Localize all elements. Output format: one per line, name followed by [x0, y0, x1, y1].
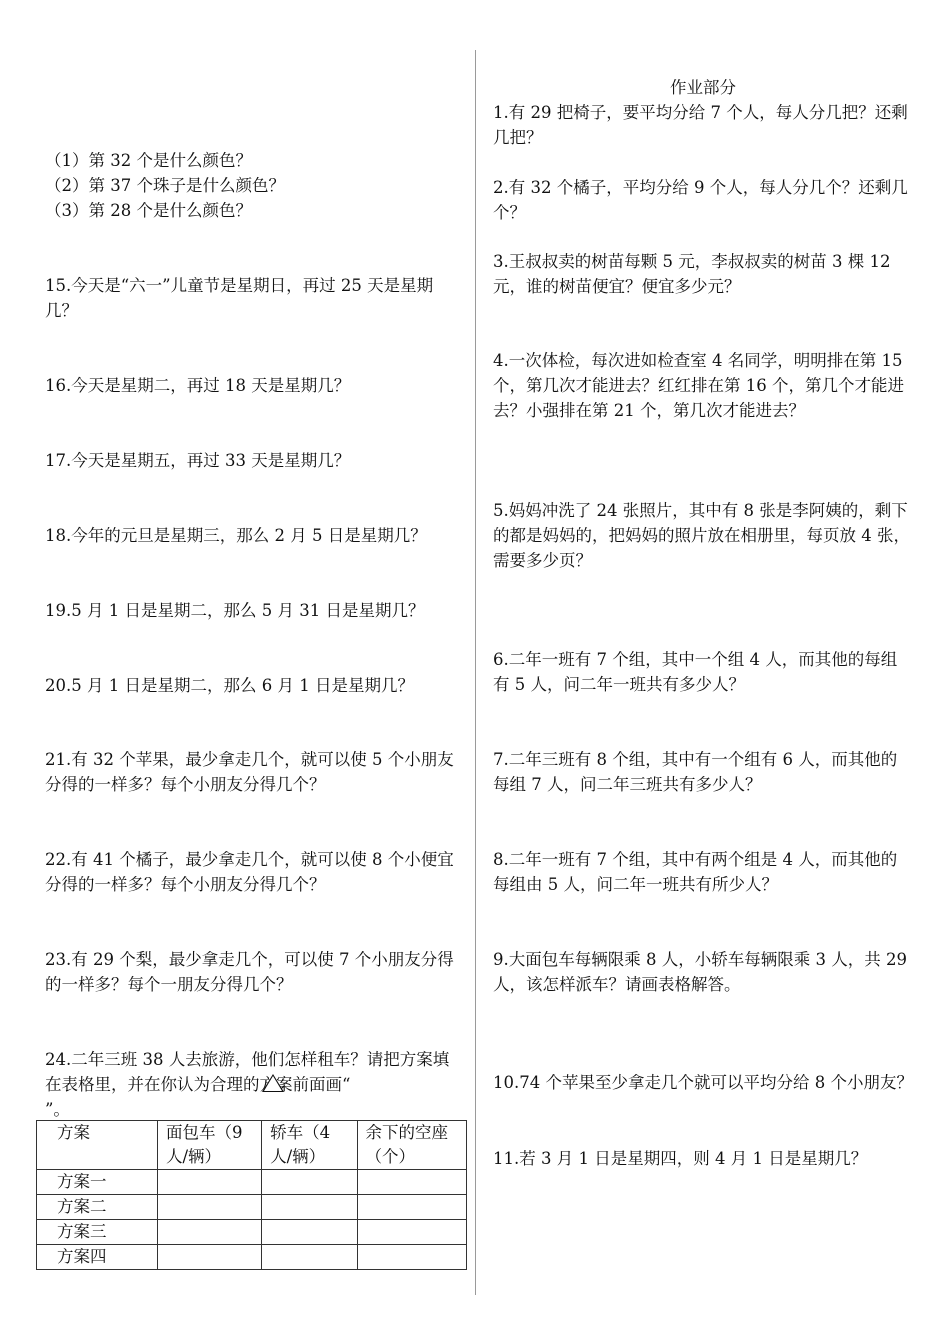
section-title: 作业部分	[670, 78, 736, 97]
question-7: 7.二年三班有 8 个组，其中有一个组有 6 人，而其他的每组 7 人，问二年三班共有多少人？	[493, 750, 898, 794]
table-header-row	[37, 1121, 467, 1170]
q14-sub3: （3）第 28 个是什么颜色？	[45, 201, 252, 220]
table-cell[interactable]	[158, 1195, 262, 1220]
table-cell[interactable]	[158, 1170, 262, 1195]
table-cell[interactable]	[158, 1245, 262, 1270]
question-9: 9.大面包车每辆限乘 8 人，小轿车每辆限乘 3 人，共 29 人，该怎样派车？请画表格解答。	[493, 950, 907, 994]
question-24	[45, 1047, 465, 1122]
header-car: 轿车（4 人/辆）	[262, 1121, 357, 1170]
question-24-text-c: ”。	[45, 1100, 70, 1119]
question-8: 8.二年一班有 7 个组，其中有两个组是 4 人，而其他的每组由 5 人，问二年一班共有所少人？	[493, 850, 898, 894]
q14-sub1: （1）第 32 个是什么颜色？	[45, 151, 252, 170]
row-label: 方案四	[37, 1245, 158, 1270]
table-row	[37, 1245, 467, 1270]
header-empty-seats: 余下的空座（个）	[357, 1121, 466, 1170]
question-23: 23.有 29 个梨，最少拿走几个，可以使 7 个小朋友分得的一样多？每个一朋友分得几个？	[45, 950, 454, 994]
question-2: 2.有 32 个橘子，平均分给 9 个人，每人分几个？还剩几个？	[493, 178, 908, 222]
question-10: 10.74 个苹果至少拿走几个就可以平均分给 8 个小朋友？	[493, 1073, 913, 1092]
question-6: 6.二年一班有 7 个组，其中一个组 4 人，而其他的每组有 5 人，问二年一班共有多少人？	[493, 650, 898, 694]
question-24-text-b: 案前面画“	[276, 1075, 351, 1094]
table-cell[interactable]	[262, 1220, 357, 1245]
question-16: 16.今天是星期二，再过 18 天是星期几？	[45, 376, 351, 395]
table-row	[37, 1195, 467, 1220]
question-1: 1.有 29 把椅子，要平均分给 7 个人，每人分几把？还剩几把？	[493, 103, 908, 147]
q14-sub2: （2）第 37 个珠子是什么颜色？	[45, 176, 285, 195]
table-row	[37, 1220, 467, 1245]
triangle-icon	[262, 1074, 284, 1092]
question-15: 15.今天是“六一”儿童节是星期日，再过 25 天是星期几？	[45, 276, 434, 320]
header-plan: 方案	[37, 1121, 158, 1170]
question-11: 11.若 3 月 1 日是星期四，则 4 月 1 日是星期几？	[493, 1149, 868, 1168]
row-label: 方案三	[37, 1220, 158, 1245]
question-21: 21.有 32 个苹果，最少拿走几个，就可以使 5 个小朋友分得的一样多？每个小朋友分得几个？	[45, 750, 454, 794]
table-cell[interactable]	[357, 1245, 466, 1270]
question-22: 22.有 41 个橘子，最少拿走几个，就可以使 8 个小便宜分得的一样多？每个小朋友分得几个？	[45, 850, 454, 894]
question-4: 4.一次体检，每次进如检查室 4 名同学，明明排在第 15 个，第几次才能进去？红红排在第 16 个，第几个才能进去？小强排在第 21 个，第几次才能进去？	[493, 351, 904, 420]
question-17: 17.今天是星期五，再过 33 天是星期几？	[45, 451, 351, 470]
question-3: 3.王叔叔卖的树苗每颗 5 元，李叔叔卖的树苗 3 棵 12 元，谁的树苗便宜？便宜多少元？	[493, 252, 891, 296]
table-cell[interactable]	[262, 1195, 357, 1220]
question-5: 5.妈妈冲洗了 24 张照片，其中有 8 张是李阿姨的，剩下的都是妈妈的，把妈妈的照片放在相册里，每页放 4 张，需要多少页？	[493, 501, 910, 570]
row-label: 方案二	[37, 1195, 158, 1220]
table-cell[interactable]	[357, 1195, 466, 1220]
table-cell[interactable]	[262, 1170, 357, 1195]
column-divider	[475, 50, 476, 1295]
table-cell[interactable]	[357, 1220, 466, 1245]
row-label: 方案一	[37, 1170, 158, 1195]
header-minibus: 面包车（9 人/辆）	[158, 1121, 262, 1170]
table-cell[interactable]	[262, 1245, 357, 1270]
rental-plan-table	[36, 1120, 467, 1270]
question-18: 18.今年的元旦是星期三，那么 2 月 5 日是星期几？	[45, 526, 427, 545]
table-cell[interactable]	[158, 1220, 262, 1245]
question-24-text-a: 24.二年三班 38 人去旅游，他们怎样租车？请把方案填在表格里，并在你认为合理的方	[45, 1050, 450, 1094]
question-20: 20.5 月 1 日是星期二，那么 6 月 1 日是星期几？	[45, 676, 414, 695]
table-cell[interactable]	[357, 1170, 466, 1195]
question-19: 19.5 月 1 日是星期二，那么 5 月 31 日是星期几？	[45, 601, 425, 620]
table-row	[37, 1170, 467, 1195]
